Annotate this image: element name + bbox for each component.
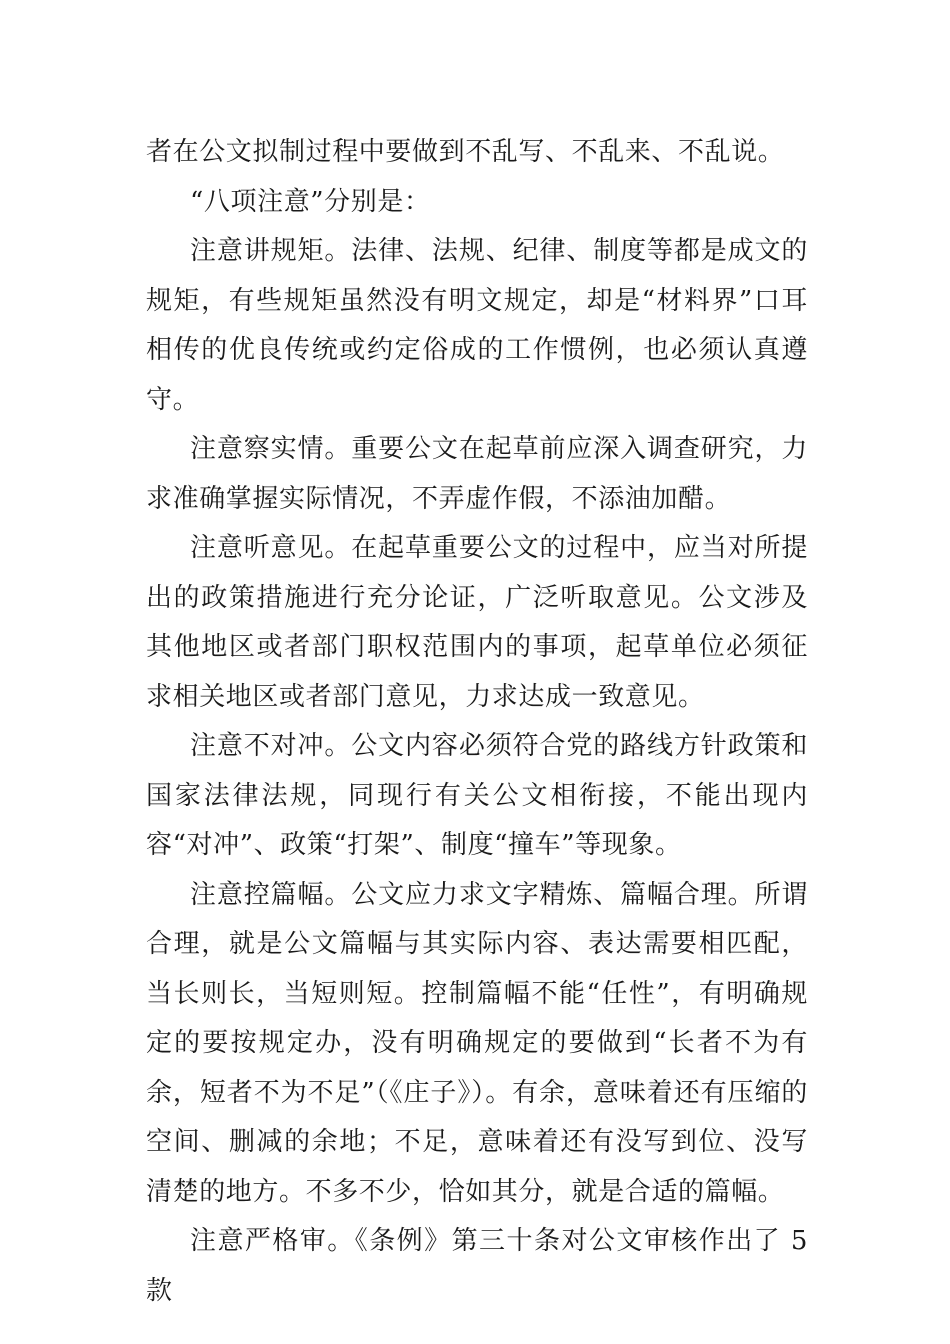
paragraph-listen-opinions: 注意听意见。在起草重要公文的过程中，应当对所提出的政策措施进行充分论证，广泛听取意见。公文涉及其他地区或者部门职权范围内的事项，起草单位必须征求相关地区或者部门意见，力求达成一致意见。 [146, 533, 808, 712]
document-body [146, 128, 808, 1316]
paragraph-no-conflict: 注意不对冲。公文内容必须符合党的路线方针政策和国家法律法规，同现行有关公文相衔接，不能出现内容“对冲”、政策“打架”、制度“撞车”等现象。 [146, 731, 808, 860]
paragraph-investigate-facts: 注意察实情。重要公文在起草前应深入调查研究，力求准确掌握实际情况，不弄虚作假，不添油加醋。 [146, 434, 808, 514]
paragraph-eight-points-intro: “八项注意”分别是： [190, 186, 431, 217]
paragraph-follow-rules: 注意讲规矩。法律、法规、纪律、制度等都是成文的规矩，有些规矩虽然没有明文规定，却是“材料界”口耳相传的优良传统或约定俗成的工作惯例，也必须认真遵守。 [146, 236, 808, 415]
paragraph-control-length: 注意控篇幅。公文应力求文字精炼、篇幅合理。所谓合理，就是公文篇幅与其实际内容、表达需要相匹配，当长则长，当短则短。控制篇幅不能“任性”，有明确规定的要按规定办，没有明确规定的要做到“长者不为有余，短者不为不足”（《庄子》）。有余，意味着还有压缩的空间、删减的余地；不足，意味着还有没写到位、没写清楚的地方。不多不少，恰如其分，就是合适的篇幅。 [146, 879, 808, 1207]
paragraph-strict-review: 注意严格审。《条例》第三十条对公文审核作出了 5 款 [146, 1226, 808, 1306]
paragraph-continuation: 者在公文拟制过程中要做到不乱写、不乱来、不乱说。 [146, 137, 785, 167]
